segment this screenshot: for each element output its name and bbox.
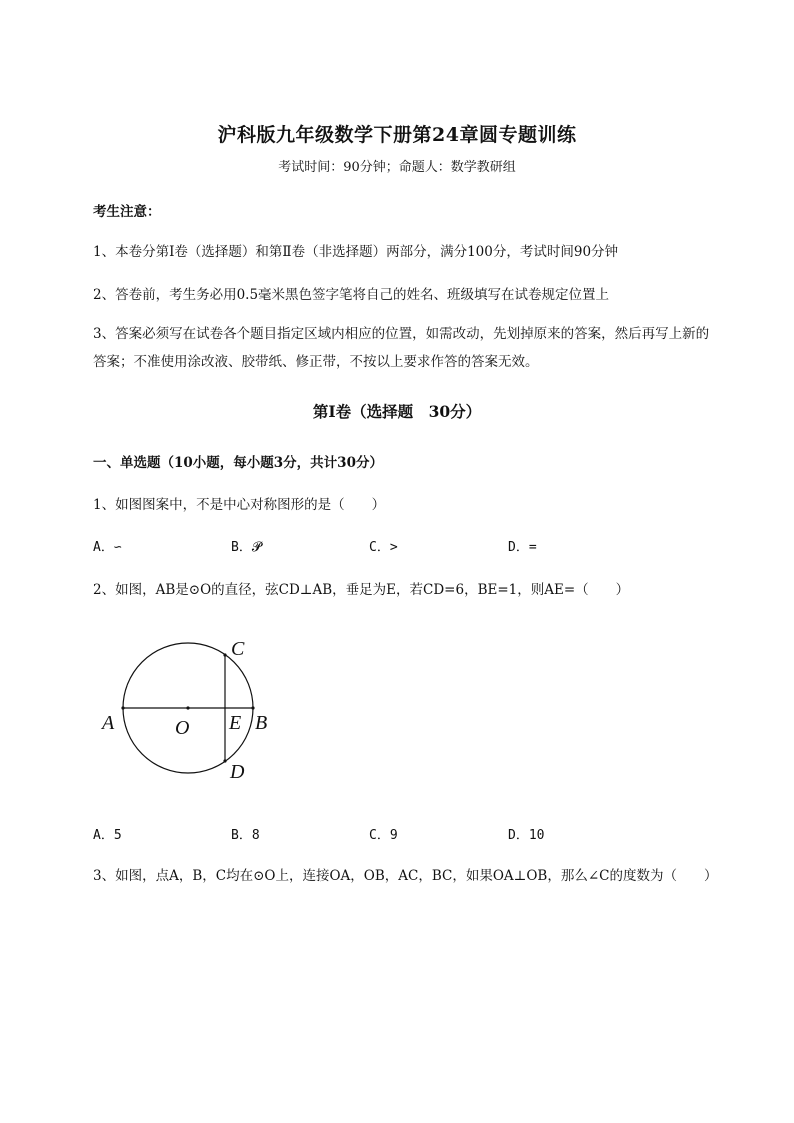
question-1-option-a[interactable]: A．∽ xyxy=(93,540,122,555)
point-c-dot xyxy=(223,653,226,656)
label-c: C xyxy=(231,638,245,660)
question-3-stem: 3、如图，点A，B，C均在⊙O上，连接OA，OB，AC，BC，如果OA⊥OB，那么∠C的度数为（ ） xyxy=(93,868,718,884)
question-2-stem: 2、如图，AB是⊙O的直径，弦CD⊥AB，垂足为E，若CD=6，BE=1，则AE=（ ） xyxy=(93,582,630,598)
label-e: E xyxy=(229,712,242,734)
question-2-option-b[interactable]: B．8 xyxy=(231,828,260,843)
notice-item-3: 3、答案必须写在试卷各个题目指定区域内相应的位置，如需改动，先划掉原来的答案，然后再写上新的答案；不准使用涂改液、胶带纸、修正带，不按以上要求作答的答案无效。 xyxy=(93,326,710,370)
point-b-dot xyxy=(251,706,254,709)
question-2-option-d[interactable]: D．10 xyxy=(508,828,545,843)
point-a-dot xyxy=(121,706,124,709)
circle-diagram xyxy=(98,628,283,788)
notice-heading: 考生注意： xyxy=(93,204,161,220)
label-a: A xyxy=(102,712,115,734)
label-o: O xyxy=(175,717,190,739)
notice-item-1: 1、本卷分第I卷（选择题）和第Ⅱ卷（非选择题）两部分，满分100分，考试时间90分钟 xyxy=(93,244,619,260)
point-d-dot xyxy=(223,759,226,762)
exam-info: 考试时间：90分钟；命题人：数学教研组 xyxy=(278,160,516,175)
question-2-option-c[interactable]: C．9 xyxy=(369,828,398,843)
section-title: 第I卷（选择题 30分） xyxy=(312,402,482,421)
label-d: D xyxy=(230,761,245,783)
question-1-option-c[interactable]: C．> xyxy=(369,540,398,555)
question-1-option-b[interactable]: B．𝓟 xyxy=(231,540,262,555)
question-1-stem: 1、如图图案中，不是中心对称图形的是（ ） xyxy=(93,497,386,513)
notice-item-2: 2、答卷前，考生务必用0.5毫米黑色签字笔将自己的姓名、班级填写在试卷规定位置上 xyxy=(93,287,610,303)
part-heading: 一、单选题（10小题，每小题3分，共计30分） xyxy=(93,455,383,471)
center-point xyxy=(186,706,189,709)
page-title: 沪科版九年级数学下册第24章圆专题训练 xyxy=(217,124,577,146)
question-2-option-a[interactable]: A．5 xyxy=(93,828,122,843)
label-b: B xyxy=(255,712,268,734)
question-1-option-d[interactable]: D．= xyxy=(508,540,537,555)
